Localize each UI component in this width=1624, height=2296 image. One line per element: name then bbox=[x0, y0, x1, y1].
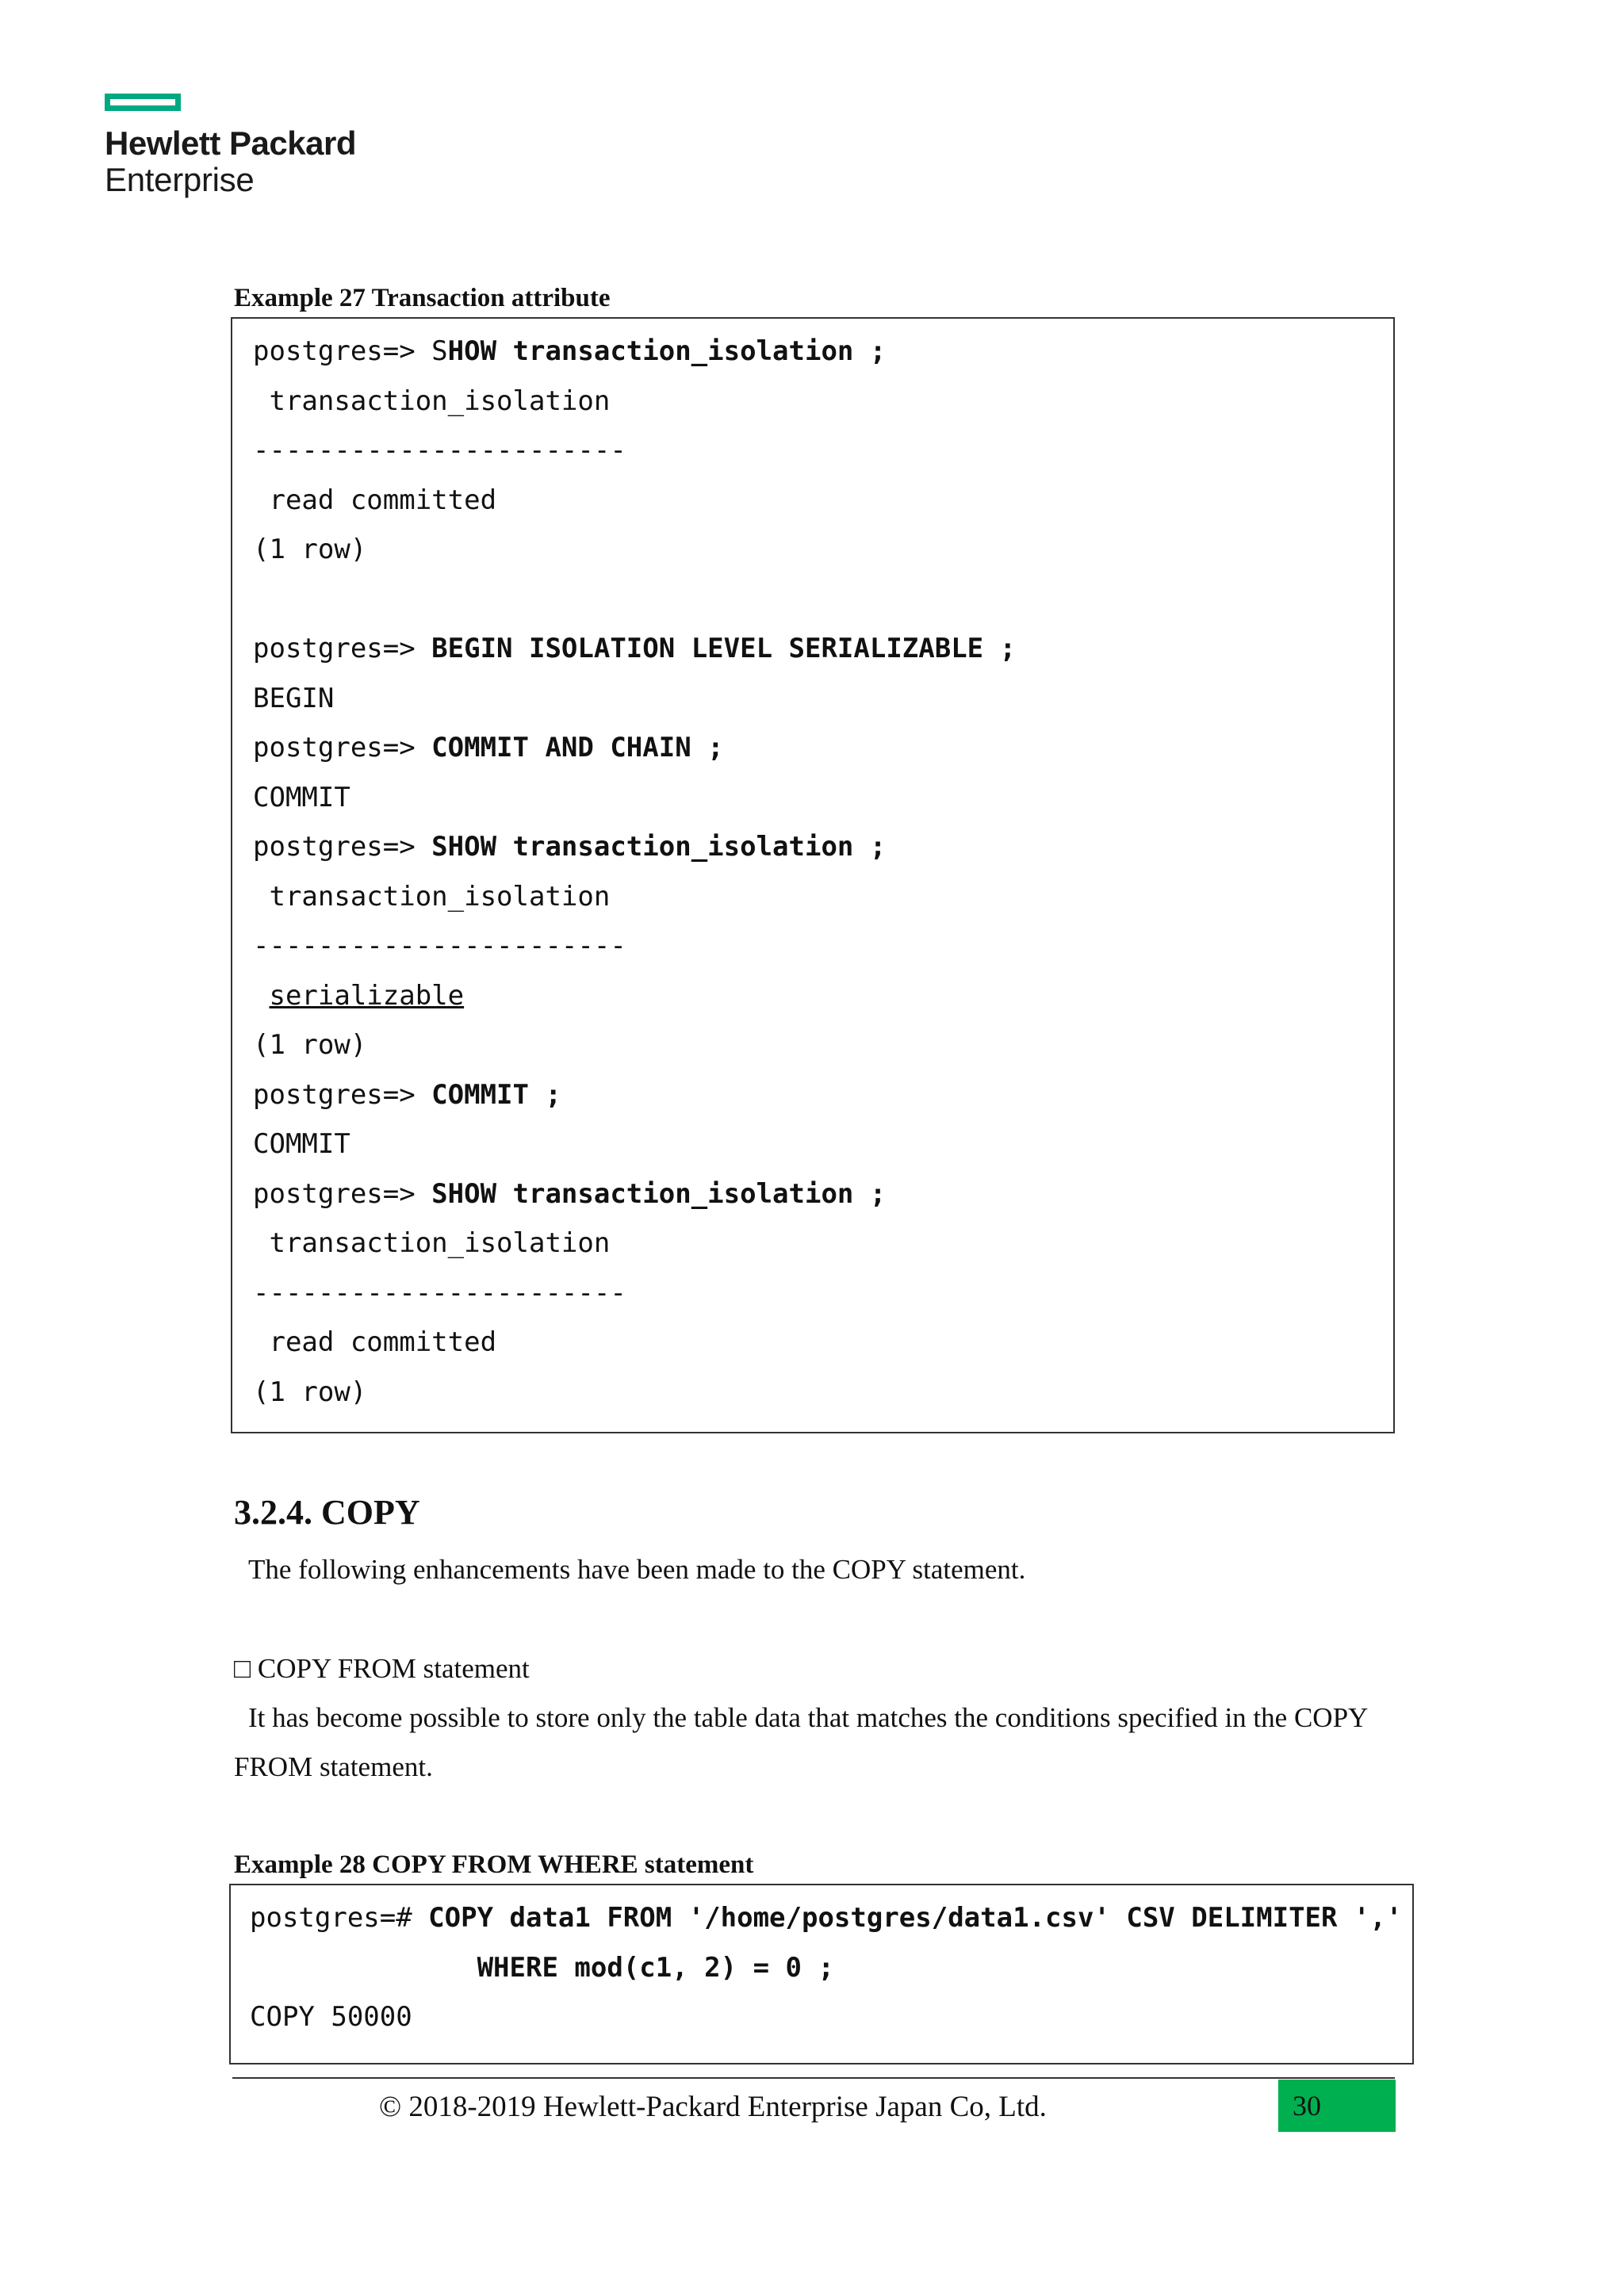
code-prompt: postgres=> S bbox=[253, 335, 448, 367]
logo-line2: Enterprise bbox=[105, 161, 255, 198]
code-output: ----------------------- bbox=[253, 1276, 626, 1309]
code-prompt: postgres=# bbox=[250, 1902, 429, 1934]
example28-code-block bbox=[229, 1884, 1414, 2064]
code-line bbox=[253, 1119, 1393, 1169]
code-line bbox=[253, 624, 1393, 674]
code-indent bbox=[253, 980, 269, 1012]
code-line bbox=[253, 1318, 1393, 1368]
footer-rule bbox=[232, 2077, 1395, 2079]
code-output: (1 row) bbox=[253, 534, 367, 565]
code-line bbox=[253, 1368, 1393, 1418]
code-output: read committed bbox=[253, 484, 497, 516]
code-output: COMMIT bbox=[253, 1128, 350, 1160]
example28-code bbox=[250, 1893, 1412, 2042]
hpe-logo-mark-icon bbox=[105, 94, 181, 111]
code-prompt bbox=[250, 1952, 477, 1984]
code-line bbox=[253, 822, 1393, 872]
code-line bbox=[253, 525, 1393, 575]
code-command: BEGIN ISOLATION LEVEL SERIALIZABLE ; bbox=[431, 633, 1017, 664]
code-line bbox=[250, 1943, 1412, 1993]
code-line bbox=[253, 971, 1393, 1021]
code-output: BEGIN bbox=[253, 682, 335, 714]
code-output: ----------------------- bbox=[253, 930, 626, 962]
code-command: WHERE mod(c1, 2) = 0 ; bbox=[477, 1951, 834, 1984]
code-output: read committed bbox=[253, 1326, 497, 1358]
code-line bbox=[253, 1269, 1393, 1318]
code-command: COMMIT AND CHAIN ; bbox=[431, 732, 724, 763]
code-prompt: postgres=> bbox=[253, 831, 432, 863]
example27-code bbox=[253, 327, 1393, 1417]
code-output: ----------------------- bbox=[253, 434, 626, 466]
code-prompt: postgres=> bbox=[253, 1177, 432, 1210]
code-command: COMMIT ; bbox=[431, 1078, 561, 1111]
code-line bbox=[250, 1992, 1412, 2042]
bullet-copy-from: □ COPY FROM statement bbox=[234, 1653, 530, 1684]
code-output: (1 row) bbox=[253, 1376, 367, 1408]
code-line bbox=[253, 327, 1393, 377]
code-command: SHOW transaction_isolation ; bbox=[431, 831, 887, 863]
code-line bbox=[253, 575, 1393, 625]
page-number-badge bbox=[1278, 2080, 1396, 2132]
example28-caption: Example 28 COPY FROM WHERE statement bbox=[234, 1850, 754, 1879]
code-output: (1 row) bbox=[253, 1029, 367, 1061]
code-underlined-value: serializable bbox=[269, 979, 465, 1012]
logo-line1: Hewlett Packard bbox=[105, 124, 356, 162]
code-output: COPY 50000 bbox=[250, 2001, 412, 2033]
code-line bbox=[253, 872, 1393, 922]
code-command: SHOW transaction_isolation ; bbox=[431, 1177, 887, 1210]
page-number: 30 bbox=[1293, 2090, 1321, 2122]
code-command: COPY data1 FROM '/home/postgres/data1.csv' CSV DELIMITER ',' bbox=[428, 1902, 1403, 1934]
code-line bbox=[253, 674, 1393, 724]
code-output: transaction_isolation bbox=[253, 880, 611, 913]
code-output: transaction_isolation bbox=[253, 385, 611, 417]
section-heading: 3.2.4. COPY bbox=[234, 1493, 420, 1532]
code-output: COMMIT bbox=[253, 781, 350, 813]
example27-code-block bbox=[231, 317, 1395, 1433]
code-line bbox=[253, 921, 1393, 971]
body-line2: FROM statement. bbox=[234, 1751, 433, 1782]
hpe-logo bbox=[105, 94, 356, 198]
code-line bbox=[253, 1070, 1393, 1120]
body-line1: It has become possible to store only the table data that matches the conditions specified in the COPY bbox=[248, 1702, 1369, 1733]
code-command: HOW transaction_isolation ; bbox=[447, 335, 887, 367]
code-line bbox=[253, 476, 1393, 526]
footer-copyright: © 2018-2019 Hewlett-Packard Enterprise Japan Co, Ltd. bbox=[379, 2091, 1047, 2123]
code-prompt: postgres=> bbox=[253, 732, 432, 763]
code-line bbox=[253, 377, 1393, 427]
code-line bbox=[250, 1893, 1412, 1943]
code-line bbox=[253, 1219, 1393, 1269]
code-line bbox=[253, 1169, 1393, 1219]
code-prompt: postgres=> bbox=[253, 633, 432, 664]
example27-caption: Example 27 Transaction attribute bbox=[234, 284, 611, 312]
code-line bbox=[253, 1020, 1393, 1070]
code-line bbox=[253, 426, 1393, 476]
code-output: transaction_isolation bbox=[253, 1227, 611, 1259]
code-prompt: postgres=> bbox=[253, 1078, 432, 1111]
code-line bbox=[253, 723, 1393, 773]
section-intro: The following enhancements have been made to the COPY statement. bbox=[248, 1554, 1026, 1585]
code-line bbox=[253, 773, 1393, 823]
